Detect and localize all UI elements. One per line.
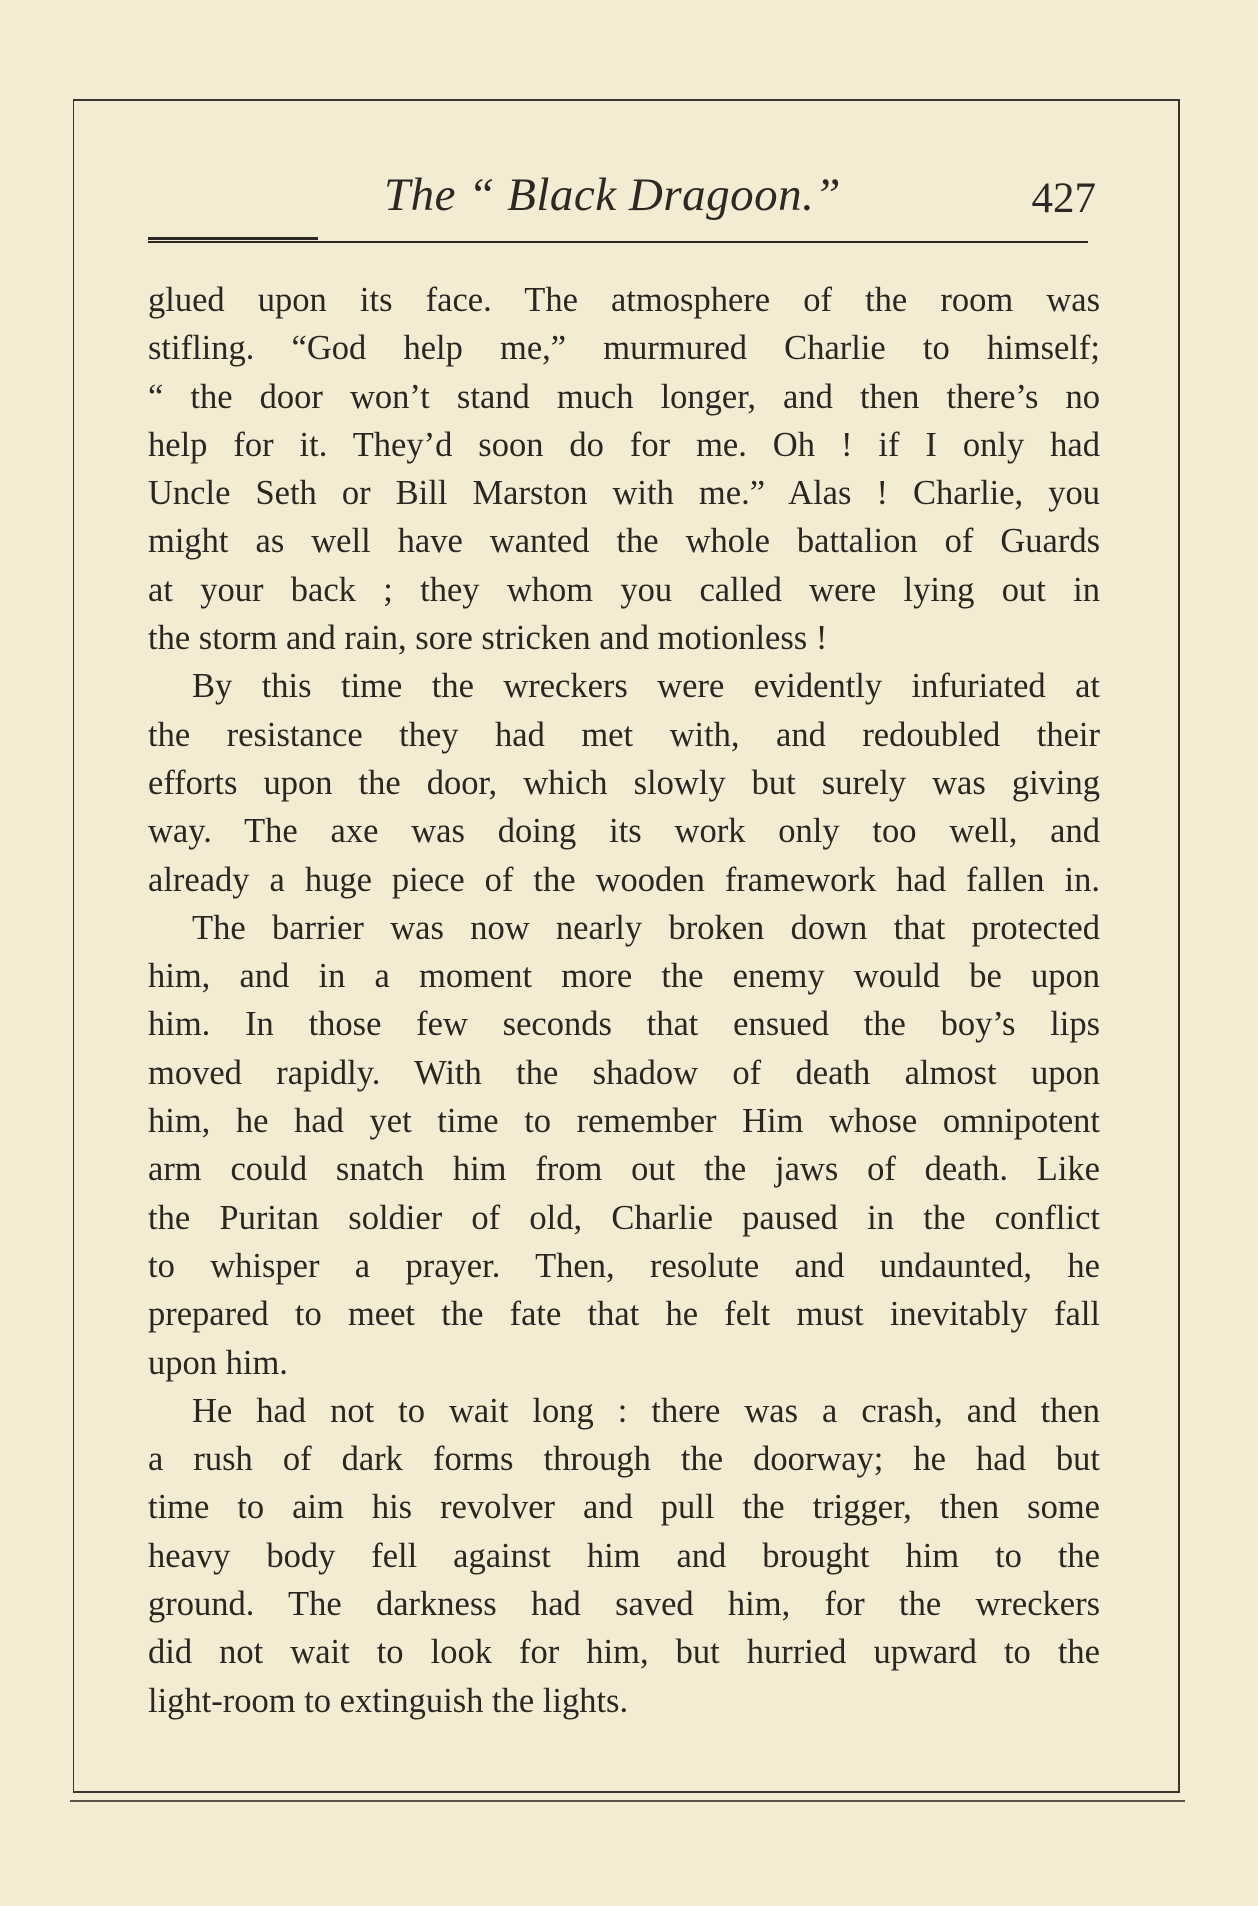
text-line: time to aim his revolver and pull the trigger, then some — [148, 1488, 1100, 1527]
text-line: upon him. — [148, 1343, 288, 1382]
text-line: the Puritan soldier of old, Charlie paused in the conflict — [148, 1198, 1100, 1237]
text-line: way. The axe was doing its work only too well, and — [148, 812, 1100, 851]
text-line: stifling. “God help me,” murmured Charlie to himself; — [148, 329, 1100, 368]
text-line: The barrier was now nearly broken down that protected — [192, 908, 1100, 947]
text-line: the storm and rain, sore stricken and motionless ! — [148, 619, 828, 658]
body-text — [148, 276, 1100, 1725]
text-line: light-room to extinguish the lights. — [148, 1681, 629, 1720]
text-line: might as well have wanted the whole battalion of Guards — [148, 522, 1100, 561]
text-line: already a huge piece of the wooden framework had fallen in. — [148, 860, 1100, 899]
text-line: “ the door won’t stand much longer, and then there’s no — [148, 377, 1100, 416]
text-line: a rush of dark forms through the doorway; he had but — [148, 1440, 1100, 1479]
text-line: did not wait to look for him, but hurried upward to the — [148, 1633, 1100, 1672]
text-line: moved rapidly. With the shadow of death almost upon — [148, 1053, 1100, 1092]
text-line: him. In those few seconds that ensued the boy’s lips — [148, 1005, 1100, 1044]
text-line: prepared to meet the fate that he felt must inevitably fall — [148, 1295, 1100, 1334]
text-line: to whisper a prayer. Then, resolute and undaunted, he — [148, 1246, 1100, 1285]
text-line: He had not to wait long : there was a crash, and then — [192, 1391, 1100, 1430]
header-rule — [148, 241, 1088, 243]
text-line: glued upon its face. The atmosphere of the room was — [148, 281, 1100, 319]
text-line: arm could snatch him from out the jaws of death. Like — [148, 1150, 1100, 1189]
page-number: 427 — [1031, 175, 1096, 222]
text-line: help for it. They’d soon do for me. Oh ! if I only had — [148, 425, 1100, 464]
text-line: heavy body fell against him and brought him to the — [148, 1536, 1100, 1575]
text-line: him, and in a moment more the enemy would be upon — [148, 957, 1100, 996]
text-line: the resistance they had met with, and redoubled their — [148, 715, 1100, 754]
page-border-bottom-rule — [70, 1800, 1185, 1802]
text-line: Uncle Seth or Bill Marston with me.” Alas ! Charlie, you — [148, 474, 1100, 513]
running-title: The “ Black Dragoon.” — [384, 169, 841, 221]
text-line: at your back ; they whom you called were lying out in — [148, 570, 1100, 609]
text-line: efforts upon the door, which slowly but surely was giving — [148, 763, 1100, 802]
text-line: him, he had yet time to remember Him whose omnipotent — [148, 1102, 1100, 1141]
text-line: ground. The darkness had saved him, for the wreckers — [148, 1585, 1100, 1624]
header-rule-thick — [148, 237, 318, 240]
running-header — [148, 168, 1096, 228]
text-line: By this time the wreckers were evidently infuriated at — [192, 667, 1100, 706]
